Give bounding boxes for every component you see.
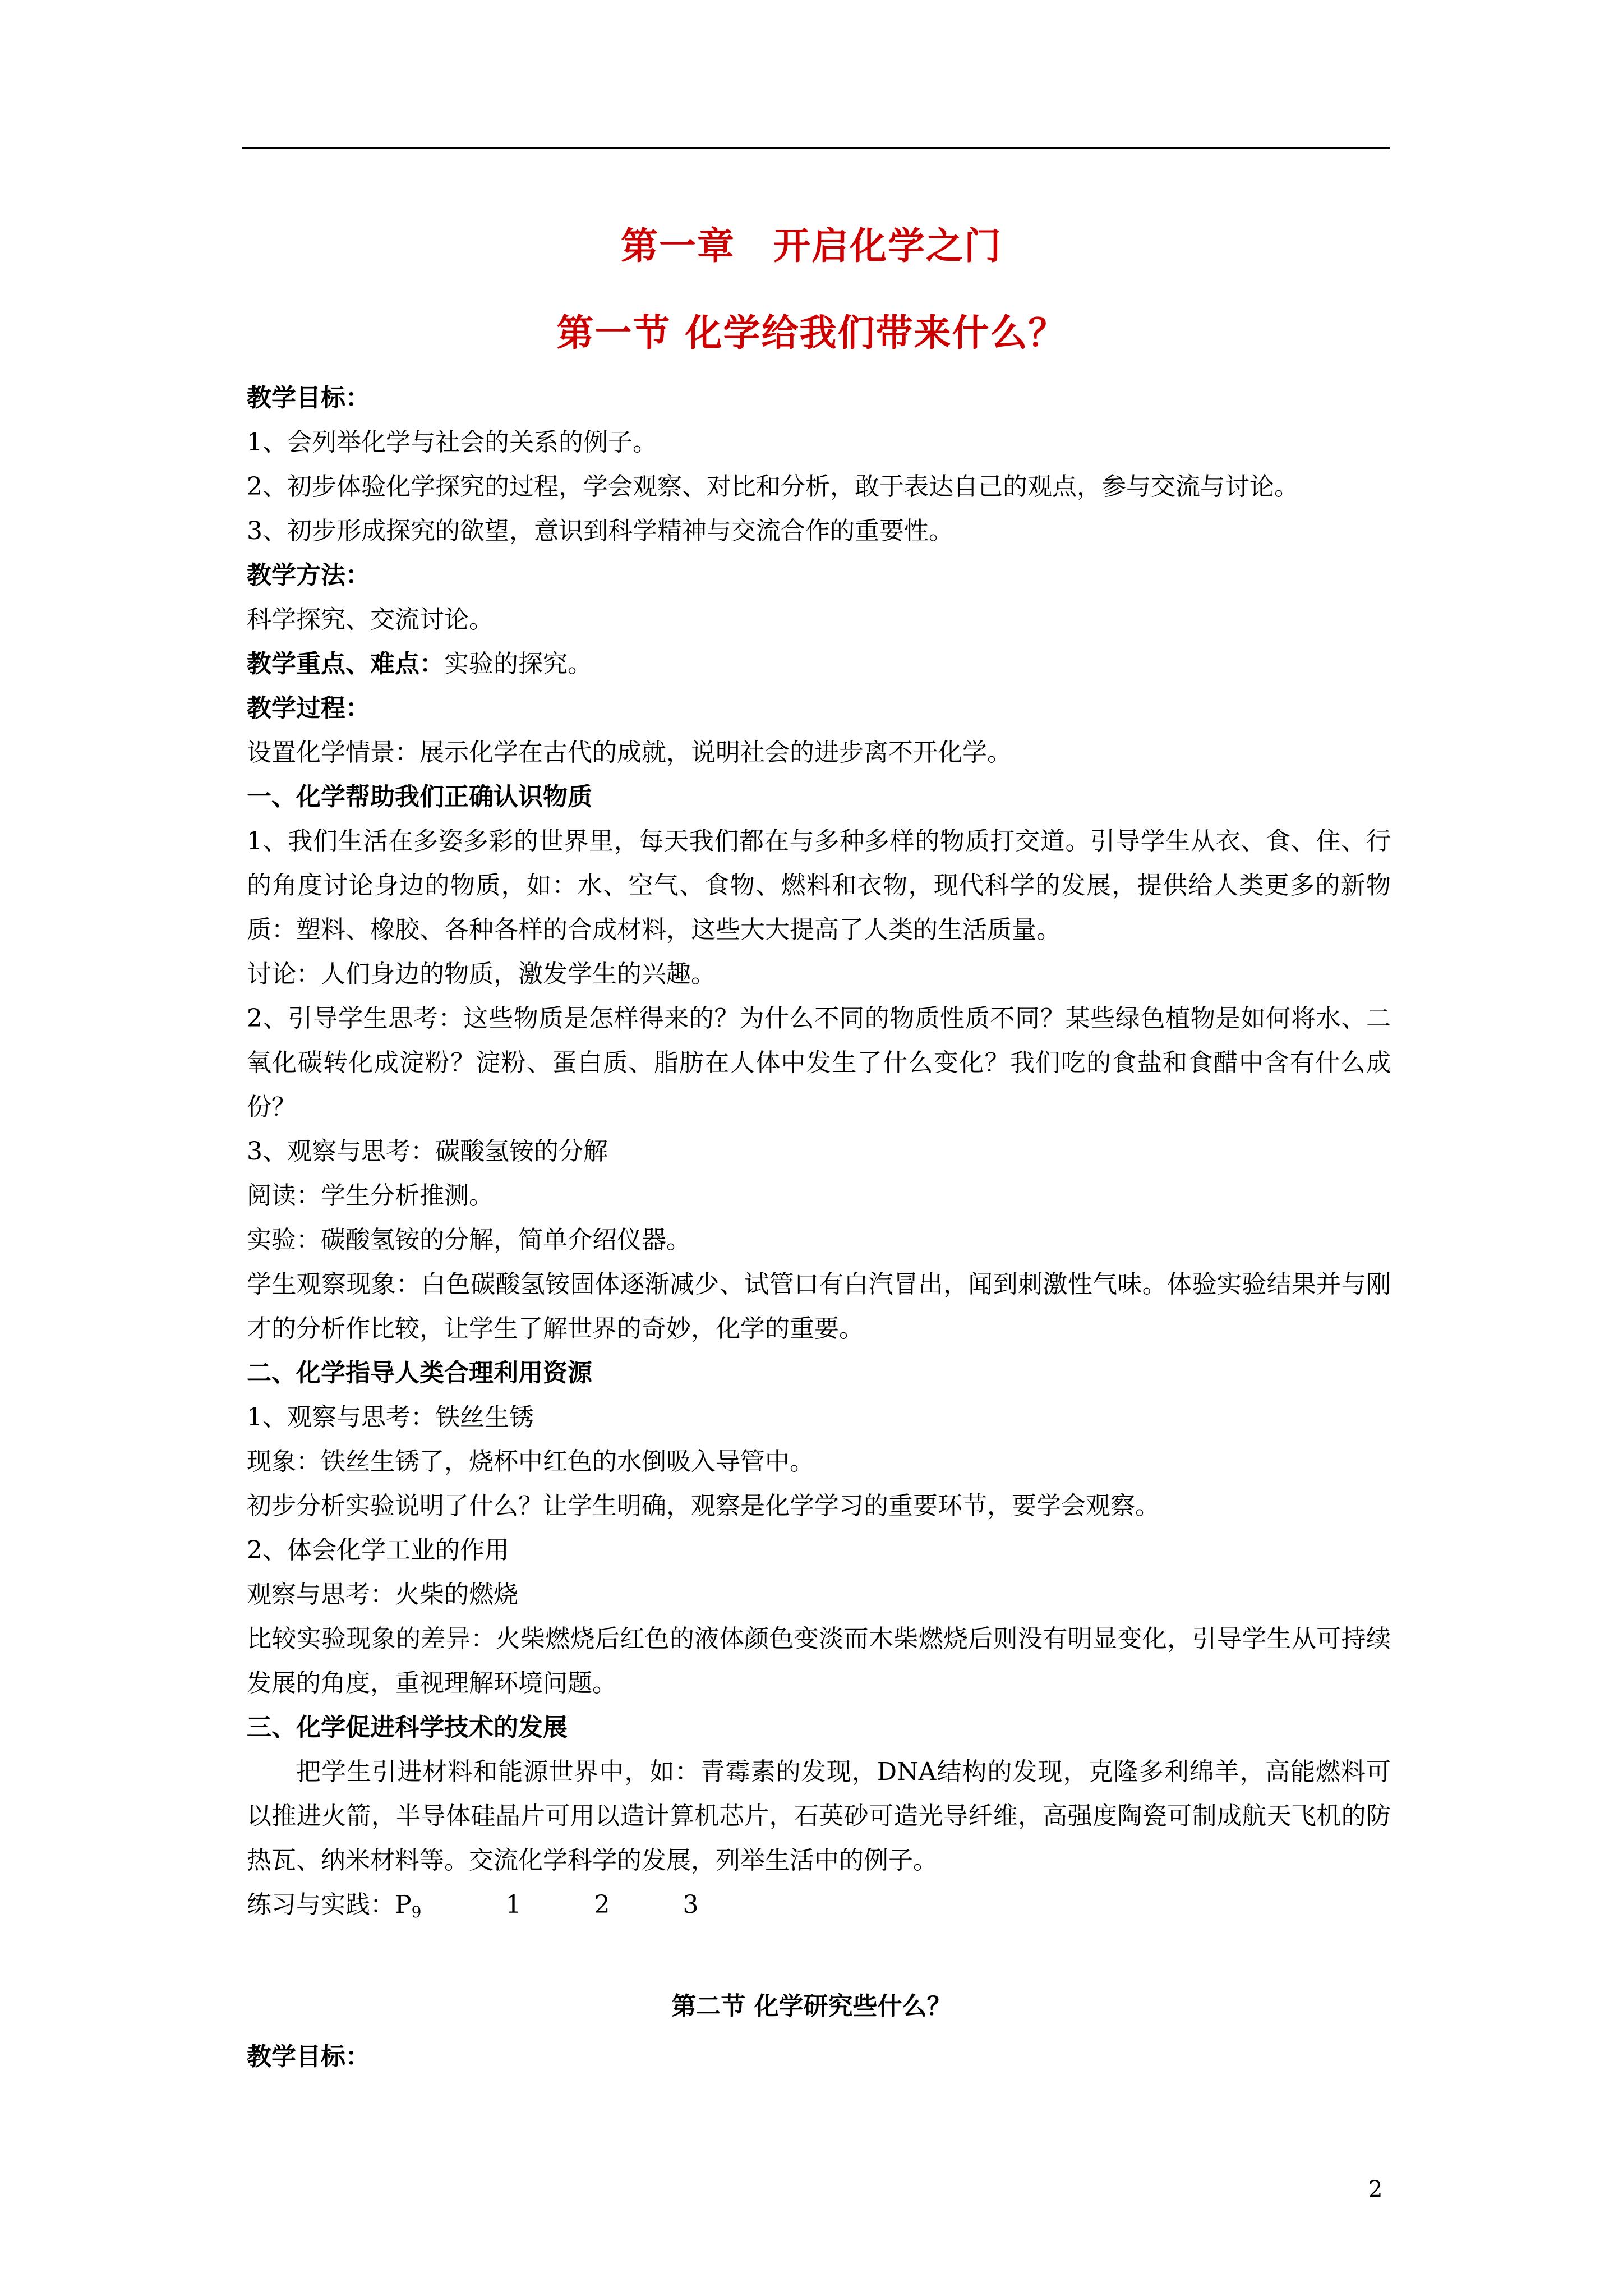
process-intro: 设置化学情景：展示化学在古代的成就，说明社会的进步离不开化学。 [247,738,1012,767]
part1-observation: 学生观察现象：白色碳酸氢铵固体逐渐减少、试管口有白汽冒出，闻到刺激性气味。体验实验结果并与刚才的分析作比较，让学生了解世界的奇妙，化学的重要。 [247,1270,1391,1343]
page-number: 2 [1368,2177,1383,2202]
part1-discussion: 讨论：人们身边的物质，激发学生的兴趣。 [247,960,716,988]
next-section-title: 第二节 化学研究些什么？ [671,1992,952,2021]
keypoints-text: 实验的探究。 [444,650,592,678]
header-rule [242,147,1390,149]
part2-phenomenon: 现象：铁丝生锈了，烧杯中红色的水倒吸入导管中。 [247,1447,814,1476]
section-title: 第一节 化学给我们带来什么？ [556,311,1067,355]
part2-paragraph-2: 2、体会化学工业的作用 [247,1536,509,1565]
goal-item-2: 2、初步体验化学探究的过程，学会观察、对比和分析，敢于表达自己的观点，参与交流与讨论。 [247,472,1299,501]
part3-paragraph: 把学生引进材料和能源世界中，如：青霉素的发现，DNA结构的发现，克隆多利绵羊，高能燃料可以推进火箭，半导体硅晶片可用以造计算机芯片，石英砂可造光导纤维，高强度陶瓷可制成航天飞机的防热瓦、纳米材料等。交流化学科学的发展，列举生活中的例子。 [247,1757,1391,1875]
part2-compare: 比较实验现象的差异：火柴燃烧后红色的液体颜色变淡而木柴燃烧后则没有明显变化，引导学生从可持续发展的角度，重视理解环境问题。 [247,1625,1391,1697]
process-heading: 教学过程： [247,694,370,723]
exercise-item-2: 2 [594,1890,610,1919]
next-goals-heading: 教学目标： [247,2042,370,2071]
exercise-item-1: 1 [505,1890,522,1919]
lesson-content [247,376,1391,1934]
methods-heading: 教学方法： [247,561,370,590]
part1-heading: 一、化学帮助我们正确认识物质 [247,783,592,811]
methods-text: 科学探究、交流讨论。 [247,605,494,634]
keypoints-line [247,642,1391,686]
chapter-title: 第一章 开启化学之门 [621,224,1002,268]
goal-item-3: 3、初步形成探究的欲望，意识到科学精神与交流合作的重要性。 [247,517,953,545]
part1-experiment: 实验：碳酸氢铵的分解，简单介绍仪器。 [247,1226,691,1254]
exercise-item-3: 3 [683,1890,699,1919]
exercise-line [247,1883,1391,1934]
goal-item-1: 1、会列举化学与社会的关系的例子。 [247,428,657,457]
exercise-label: 练习与实践：P [247,1890,412,1919]
part1-paragraph-2: 2、引导学生思考：这些物质是怎样得来的？为什么不同的物质性质不同？某些绿色植物是如何将水、二氧化碳转化成淀粉？淀粉、蛋白质、脂肪在人体中发生了什么变化？我们吃的食盐和食醋中含有什么成份？ [247,1004,1391,1121]
part1-reading: 阅读：学生分析推测。 [247,1181,494,1210]
part1-paragraph-1: 1、我们生活在多姿多彩的世界里，每天我们都在与多种多样的物质打交道。引导学生从衣、食、住、行的角度讨论身边的物质，如：水、空气、食物、燃料和衣物，现代科学的发展，提供给人类更多的新物质：塑料、橡胶、各种各样的合成材料，这些大大提高了人类的生活质量。 [247,827,1391,944]
part2-analysis: 初步分析实验说明了什么？让学生明确，观察是化学学习的重要环节，要学会观察。 [247,1492,1160,1520]
goals-heading: 教学目标： [247,384,370,412]
part2-paragraph-1: 1、观察与思考：铁丝生锈 [247,1403,534,1432]
part2-heading: 二、化学指导人类合理利用资源 [247,1359,592,1387]
part3-heading: 三、化学促进科学技术的发展 [247,1713,568,1742]
exercise-page-subscript: 9 [411,1903,422,1921]
keypoints-label: 教学重点、难点： [247,650,444,678]
part2-observe: 观察与思考：火柴的燃烧 [247,1580,518,1609]
part1-paragraph-3: 3、观察与思考：碳酸氢铵的分解 [247,1137,608,1166]
